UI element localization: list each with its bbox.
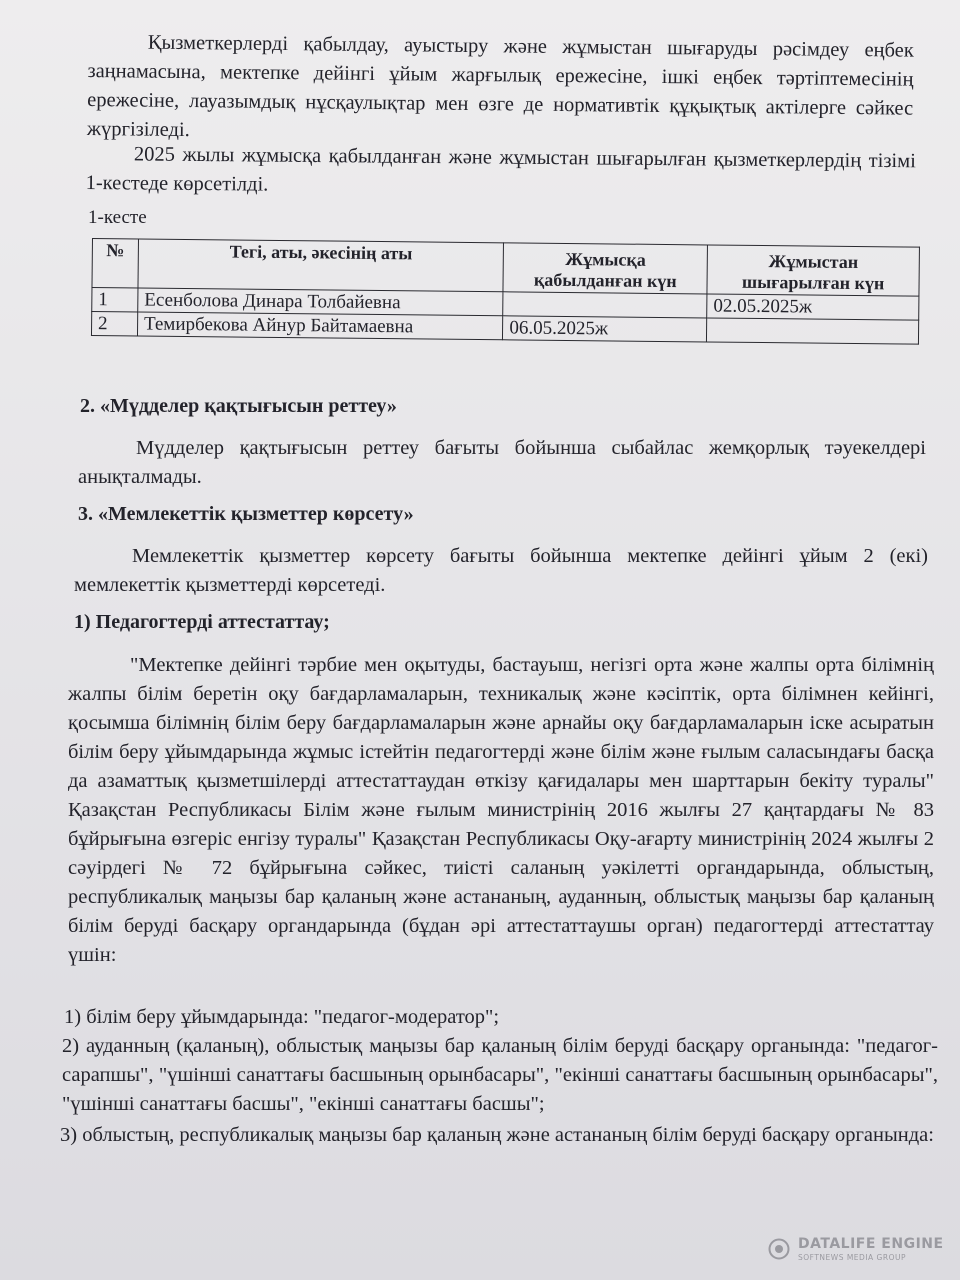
list-item: 1) білім беру ұйымдарында: "педагог-модератор"; [64,1006,500,1028]
section3-heading: 3. «Мемлекеттік қызметтер көрсету» [78,503,414,525]
datalife-logo-icon [768,1238,790,1260]
watermark-subtitle: SOFTNEWS MEDIA GROUP [798,1253,906,1262]
row-full-name: Темирбекова Айнур Байтамаевна [137,312,503,340]
watermark [768,1236,948,1266]
row-hired-date: 06.05.2025ж [503,316,707,342]
table-header-row [92,239,919,297]
header-hired-date: Жұмысқа қабылданған күн [503,243,707,294]
header-full-name: Тегі, аты, әкесінің аты [138,239,504,292]
section2-body: Мүдделер қақтығысын реттеу бағыты бойынша сыбайлас жемқорлық тәуекелдері анықталмады. [78,437,926,488]
section3-body: Мемлекеттік қызметтер көрсету бағыты бойынша мектепке дейінгі ұйым 2 (екі) мемлекеттік қызметтерді көрсетеді. [74,545,928,596]
intro-paragraph: Қызметкерлерді қабылдау, ауыстыру және жұмыстан шығаруды рәсімдеу еңбек заңнамасына, мектепке дейінгі ұйым жарғылық ережесіне, ішкі еңбек тәртіптемесінің ережесіне, лауазымдық нұсқаулықтар мен өзге де нормативтік құқықтық актілерге сәйкес жүргізіледі. [86,31,914,142]
subsection1-body: "Мектепке дейінгі тәрбие мен оқытуды, бастауыш, негізгі орта және жалпы орта білімнің жалпы білім беретін оқу бағдарламаларын, техникалық және кәсіптік, орта білімнен кейінгі, қосымша білімнің білім беру бағдарламаларын және арнайы оқу бағдарламаларын іске асыратын білім беру ұйымдарында жұмыс істейтін педагогтерді және білім және ғылым саласындағы басқа да азаматтық қызметшілерді аттестаттаудан өткізу қағидалары мен шарттарын бекіту туралы" Қазақстан Республикасы Білім және ғылым министрінің 2016 жылғы 27 қаңтардағы № 83 бұйрығына өзгеріс енгізу туралы" Қазақстан Республикасы Оқу-ағарту министрінің 2024 жылғы 2 сәуірдегі № 72 бұйрығына сәйкес, тиісті саланың уәкілетті органдарында, облыстың, республикалық маңызы бар қаланың және астананың, ауданның, облыстық маңызы бар қаланың білім беруді басқару органдарында (бұдан әрі аттестаттаушы орган) педагогтерді аттестаттау үшін: [68,654,934,966]
table-intro-paragraph: 2025 жылы жұмысқа қабылданған және жұмыстан шығарылған қызметкерлердің тізімі 1-кестеде көрсетілді. [85,143,916,196]
table-caption: 1-кесте [88,207,147,228]
row-dismissed-date: 02.05.2025ж [707,294,919,320]
watermark-title: DATALIFE ENGINE [798,1236,944,1252]
section2-heading: 2. «Мүдделер қақтығысын реттеу» [80,395,397,417]
header-number: № [92,239,138,288]
row-hired-date [503,292,707,318]
employee-table [91,238,920,345]
header-dismissed-date: Жұмыстан шығарылған күн [707,245,919,296]
row-full-name: Есенболова Динара Толбайевна [138,288,504,316]
subsection1-heading: 1) Педагогтерді аттестаттау; [74,611,330,633]
row-number: 1 [92,288,138,312]
row-dismissed-date [707,318,919,344]
list-item: 3) облыстың, республикалық маңызы бар қаланың және астананың білім беруді басқару органында: [60,1124,934,1146]
row-number: 2 [91,312,137,336]
list-item: 2) ауданның (қаланың), облыстық маңызы бар қаланың білім беруді басқару органында: "педагог-сарапшы", "үшінші санаттағы басшының орынбасары", "екінші санаттағы басшының орынбасары", "үшінші санаттағы басшы", "екінші санаттағы басшы"; [62,1035,938,1115]
